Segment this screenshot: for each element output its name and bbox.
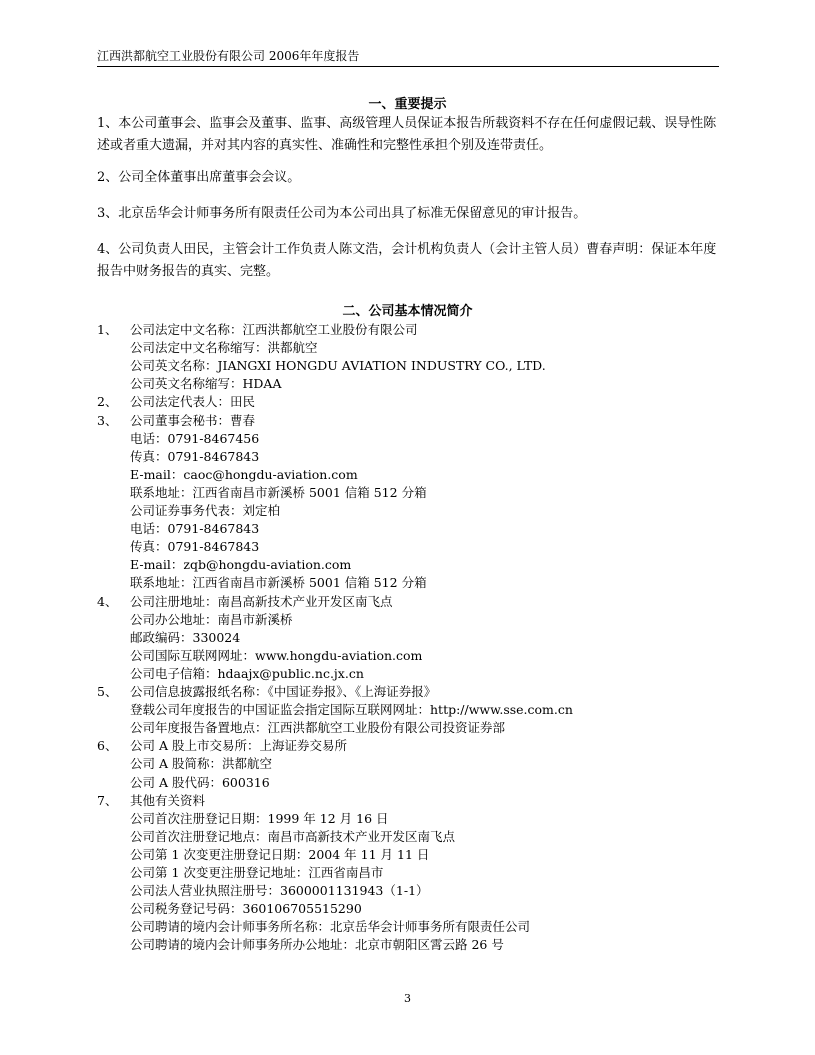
info-line <box>0 774 815 792</box>
info-item-text: 联系地址：江西省南昌市新溪桥 5001 信箱 512 分箱 <box>130 575 427 591</box>
info-item-text: 公司办公地址：南昌市新溪桥 <box>130 611 293 627</box>
info-item-text: 公司董事会秘书：曹春 <box>130 412 256 428</box>
info-line <box>0 846 815 864</box>
info-item-text: 公司 A 股简称：洪都航空 <box>130 756 272 772</box>
page-header-title: 江西洪都航空工业股份有限公司 2006年年度报告 <box>97 49 360 63</box>
info-item-text: 公司法定中文名称：江西洪都航空工业股份有限公司 <box>130 322 418 337</box>
info-item-text: 公司税务登记号码：360106705515290 <box>130 901 362 917</box>
info-item-text: 传真：0791-8467843 <box>130 539 260 555</box>
info-item-text: 公司首次注册登记日期：1999 年 12 月 16 日 <box>130 810 389 826</box>
info-line <box>0 520 815 538</box>
info-item-number: 7、 <box>97 792 118 808</box>
info-line <box>0 430 815 448</box>
info-line <box>0 882 815 900</box>
info-item-text: 登载公司年度报告的中国证监会指定国际互联网网址：http://www.sse.com.cn <box>130 702 573 718</box>
info-line <box>0 936 815 954</box>
info-line <box>0 792 815 810</box>
info-item-text: 公司法定代表人：田民 <box>130 394 256 410</box>
info-line <box>0 321 815 339</box>
info-line <box>0 810 815 828</box>
info-item-text: 公司 A 股上市交易所：上海证券交易所 <box>130 738 347 754</box>
info-line <box>0 647 815 665</box>
info-line <box>0 611 815 629</box>
info-line <box>0 900 815 918</box>
info-item-text: 公司首次注册登记地点：南昌市高新技术产业开发区南飞点 <box>130 828 456 844</box>
info-line <box>0 502 815 520</box>
info-item-text: 公司英文名称缩写：HDAA <box>130 376 282 392</box>
info-line <box>0 484 815 502</box>
info-item-text: 联系地址：江西省南昌市新溪桥 5001 信箱 512 分箱 <box>130 484 427 500</box>
info-item-text: 公司证券事务代表：刘定柏 <box>130 503 281 518</box>
info-item-number: 1、 <box>97 322 118 337</box>
info-item-text: 邮政编码：330024 <box>130 629 241 645</box>
info-line <box>0 412 815 430</box>
info-item-text: 公司法人营业执照注册号：3600001131943（1-1） <box>130 883 429 899</box>
info-item-number: 4、 <box>97 593 118 609</box>
info-item-text: 公司法定中文名称缩写：洪都航空 <box>130 340 318 356</box>
info-item-number: 2、 <box>97 394 118 410</box>
info-line <box>0 375 815 393</box>
info-line <box>0 629 815 647</box>
info-line <box>0 393 815 411</box>
info-line <box>0 339 815 357</box>
info-item-text: 传真：0791-8467843 <box>130 448 260 464</box>
info-item-text: 电话：0791-8467843 <box>130 521 260 537</box>
notice-paragraph-3: 3、北京岳华会计师事务所有限责任公司为本公司出具了标准无保留意见的审计报告。 <box>97 206 587 221</box>
info-line <box>0 719 815 737</box>
info-item-number: 6、 <box>97 738 118 754</box>
info-line <box>0 755 815 773</box>
notice-paragraph-1: 1、本公司董事会、监事会及董事、监事、高级管理人员保证本报告所载资料不存在任何虚假记载、误导性陈述或者重大遗漏，并对其内容的真实性、准确性和完整性承担个别及连带责任。 <box>97 116 717 153</box>
info-item-text: 其他有关资料 <box>130 792 206 808</box>
info-item-text: 公司第 1 次变更注册登记地址：江西省南昌市 <box>130 865 384 880</box>
info-item-number: 5、 <box>97 684 118 699</box>
notice-paragraph-2: 2、公司全体董事出席董事会会议。 <box>97 170 301 185</box>
info-item-text: 公司国际互联网网址：www.hongdu-aviation.com <box>130 647 423 663</box>
info-line <box>0 357 815 375</box>
info-item-text: 公司 A 股代码：600316 <box>130 774 270 790</box>
info-line <box>0 574 815 592</box>
info-item-text: 电话：0791-8467456 <box>130 430 260 446</box>
page-number: 3 <box>404 992 411 1005</box>
info-item-text: 公司聘请的境内会计师事务所办公地址：北京市朝阳区霄云路 26 号 <box>130 937 504 953</box>
info-item-number: 3、 <box>97 412 118 428</box>
info-line <box>0 701 815 719</box>
info-line <box>0 665 815 683</box>
info-line <box>0 448 815 466</box>
info-line <box>0 466 815 484</box>
info-line <box>0 556 815 574</box>
info-line <box>0 828 815 846</box>
info-item-text: E-mail：zqb@hongdu-aviation.com <box>130 557 352 573</box>
section-title-company-profile: 二、公司基本情况简介 <box>342 304 473 319</box>
info-item-text: 公司聘请的境内会计师事务所名称：北京岳华会计师事务所有限责任公司 <box>130 919 531 935</box>
info-item-text: 公司第 1 次变更注册登记日期：2004 年 11 月 11 日 <box>130 846 430 862</box>
info-line <box>0 737 815 755</box>
info-line <box>0 683 815 701</box>
info-item-text: E-mail：caoc@hongdu-aviation.com <box>130 466 358 482</box>
info-line <box>0 918 815 936</box>
info-item-text: 公司注册地址：南昌高新技术产业开发区南飞点 <box>130 593 393 609</box>
info-line <box>0 864 815 882</box>
info-line <box>0 538 815 556</box>
info-line <box>0 593 815 611</box>
info-item-text: 公司年度报告备置地点：江西洪都航空工业股份有限公司投资证券部 <box>130 720 506 736</box>
header-divider <box>97 66 719 67</box>
section-title-important-notice: 一、重要提示 <box>368 97 447 112</box>
notice-paragraph-4: 4、公司负责人田民，主管会计工作负责人陈文浩，会计机构负责人（会计主管人员）曹春声明：保证本年度报告中财务报告的真实、完整。 <box>97 242 717 279</box>
info-item-text: 公司信息披露报纸名称：《中国证券报》、《上海证券报》 <box>130 684 437 699</box>
info-item-text: 公司英文名称：JIANGXI HONGDU AVIATION INDUSTRY CO., LTD. <box>130 358 546 374</box>
info-item-text: 公司电子信箱：hdaajx@public.nc.jx.cn <box>130 665 364 681</box>
